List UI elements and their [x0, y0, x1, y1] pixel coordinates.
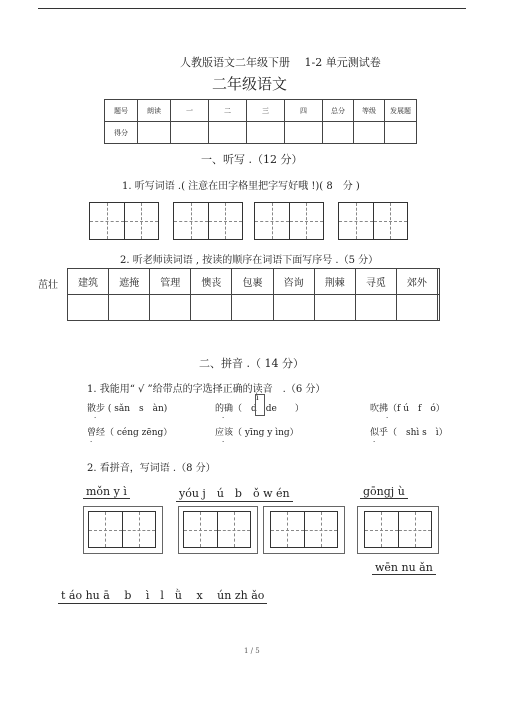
score-cell[interactable] [247, 122, 285, 144]
word-cell: 遮掩 [109, 269, 150, 295]
choice-item[interactable]: 的确（ d de ） [215, 404, 304, 414]
score-header: 题号 [105, 100, 138, 122]
marker-box [255, 394, 265, 416]
choice-item[interactable]: 似乎（ shì s ì） [370, 428, 448, 438]
choice-item[interactable]: 应该（ yīng y ìng） [215, 428, 299, 438]
word-row [68, 269, 440, 295]
pinyin-prompt: gōngj ù [360, 485, 408, 499]
score-cell[interactable] [171, 122, 209, 144]
score-cell[interactable] [285, 122, 323, 144]
order-cell[interactable] [150, 295, 191, 321]
score-header: 四 [285, 100, 323, 122]
section2-heading: 二、拼音 .（ 14 分） [199, 357, 304, 370]
section2-q2: 2. 看拼音，写词语 .（8 分） [87, 463, 216, 474]
pinyin-prompt: wēn nu ǎn [372, 561, 436, 575]
page-number: 1 / 5 [244, 647, 260, 655]
score-table-score-row [105, 122, 417, 144]
word-cell: 寻觅 [355, 269, 396, 295]
writing-grid[interactable] [254, 202, 324, 240]
order-cell[interactable] [109, 295, 150, 321]
writing-grid[interactable] [89, 202, 159, 240]
word-order-table [67, 268, 440, 321]
word-cell [437, 269, 439, 295]
word-cell: 建筑 [68, 269, 109, 295]
pinyin-prompt: yóu j ú b ǒ w én [176, 485, 293, 502]
score-cell[interactable] [138, 122, 171, 144]
word-cell: 荆棘 [314, 269, 355, 295]
score-header: 总分 [323, 100, 354, 122]
order-cell[interactable] [232, 295, 273, 321]
pinyin-prompt: mǒn y ì [83, 485, 130, 499]
exam-subtitle: 二年级语文 [212, 75, 288, 93]
emphasis-dot: · [222, 414, 225, 422]
writing-grid[interactable] [364, 511, 432, 548]
writing-grid[interactable] [270, 511, 338, 548]
emphasis-dot: · [373, 438, 376, 446]
writing-grid[interactable] [183, 511, 251, 548]
writing-grid[interactable] [88, 511, 156, 548]
writing-grid[interactable] [173, 202, 243, 240]
tone-marker: ì [256, 393, 259, 402]
score-table-header-row [105, 100, 417, 122]
word-label: 茁壮 [38, 280, 58, 291]
section1-q1: 1. 听写词语 .( 注意在田字格里把字写好哦 !)( 8 分 ) [122, 181, 360, 192]
word-cell: 郊外 [396, 269, 437, 295]
order-cell[interactable] [314, 295, 355, 321]
section1-q2: 2. 听老师读词语 , 按读的顺序在词语下面写序号 .（5 分） [120, 255, 379, 266]
emphasis-dot: · [386, 414, 389, 422]
pinyin-prompt: t áo hu ā b ì l ǜ x ún zh ǎo [58, 587, 267, 604]
choice-item[interactable]: 曾经（ céng zēng） [87, 428, 173, 438]
choice-item[interactable]: 散步 ( sǎn s àn) [87, 404, 168, 414]
order-cell[interactable] [273, 295, 314, 321]
order-cell[interactable] [437, 295, 439, 321]
score-header: 发展题 [385, 100, 417, 122]
word-cell: 懊丧 [191, 269, 232, 295]
order-cell[interactable] [396, 295, 437, 321]
score-header: 朗读 [138, 100, 171, 122]
score-header: 二 [209, 100, 247, 122]
score-header: 一 [171, 100, 209, 122]
score-header: 三 [247, 100, 285, 122]
choice-item[interactable]: 吹拂（f ú f ó） [370, 404, 445, 414]
order-cell[interactable] [355, 295, 396, 321]
score-table [104, 99, 417, 144]
section1-heading: 一、听写 .（12 分） [201, 153, 303, 166]
emphasis-dot: · [90, 438, 93, 446]
score-cell[interactable] [209, 122, 247, 144]
word-cell: 管理 [150, 269, 191, 295]
word-cell: 包裹 [232, 269, 273, 295]
order-cell[interactable] [191, 295, 232, 321]
order-cell[interactable] [68, 295, 109, 321]
section2-q1: 1. 我能用“ √ ”给带点的字选择正确的读音 .（6 分） [87, 384, 326, 395]
score-header: 等级 [354, 100, 385, 122]
emphasis-dot: · [94, 414, 97, 422]
score-cell[interactable] [354, 122, 385, 144]
score-row-label: 得分 [105, 122, 138, 144]
order-row [68, 295, 440, 321]
word-cell: 咨询 [273, 269, 314, 295]
score-cell[interactable] [385, 122, 417, 144]
exam-title: 人教版语文二年级下册 1-2 单元测试卷 [180, 56, 381, 69]
emphasis-dot: · [222, 438, 225, 446]
score-cell[interactable] [323, 122, 354, 144]
top-rule [38, 8, 466, 9]
writing-grid[interactable] [338, 202, 408, 240]
